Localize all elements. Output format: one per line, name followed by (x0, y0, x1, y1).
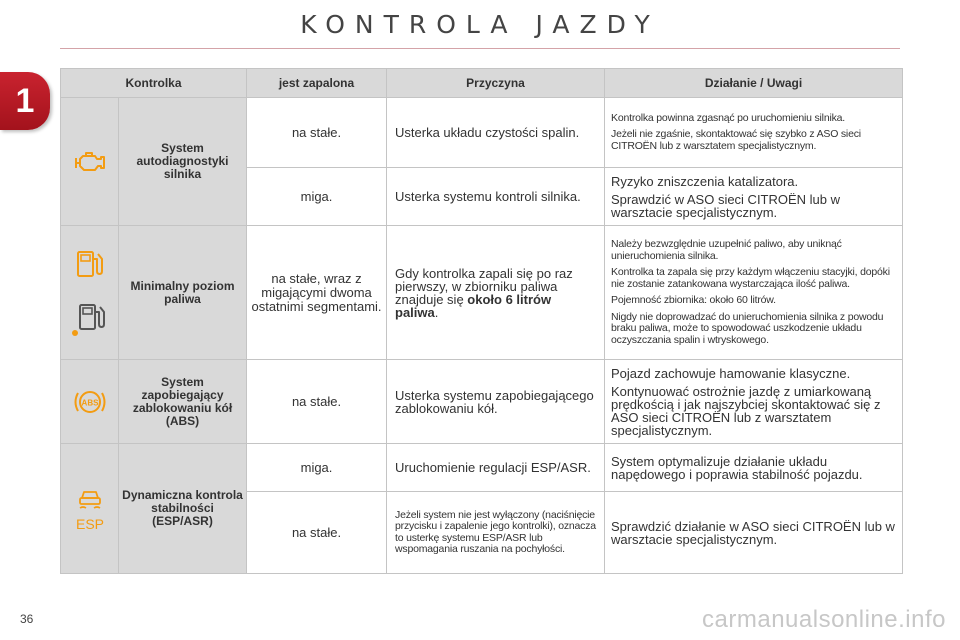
esp-state-1: miga. (247, 444, 387, 492)
table-header-row (61, 69, 903, 98)
esp-icon-cell (61, 444, 119, 574)
table-row (61, 360, 903, 444)
header-state: jest zapalona (247, 69, 387, 98)
page-title: KONTROLA JAZDY (300, 10, 660, 39)
esp-icon-label: ESP (75, 515, 104, 532)
fuel-cause (387, 226, 605, 360)
engine-action-2 (605, 168, 903, 226)
title-divider (60, 48, 900, 49)
engine-state-2: miga. (247, 168, 387, 226)
fuel-cause-text: Gdy kontrolka zapali się po raz pierwszy, w zbiorniku paliwa znajduje się (395, 265, 573, 307)
engine-icon-cell (61, 98, 119, 226)
abs-cause: Usterka systemu zapobiegającego zablokowaniu kół. (387, 360, 605, 444)
table-row (61, 444, 903, 492)
abs-icon-cell (61, 360, 119, 444)
page-number: 36 (20, 612, 34, 626)
esp-action-1: System optymalizuje działanie układu napędowego i poprawia stabilność pojazdu. (605, 444, 903, 492)
engine-state-1: na stałe. (247, 98, 387, 168)
header-cause: Przyczyna (387, 69, 605, 98)
fuel-pump-icon (73, 247, 107, 281)
abs-name: System zapobiegający zablokowaniu kół (ABS) (119, 360, 247, 444)
engine-cause-2: Usterka systemu kontroli silnika. (387, 168, 605, 226)
engine-cause-1: Usterka układu czystości spalin. (387, 98, 605, 168)
header-kontrolka: Kontrolka (61, 69, 247, 98)
fuel-action-line: Kontrolka ta zapala się przy każdym włączeniu stacyjki, dopóki nie zostanie zatankowana wystarczająca ilość paliwa. (611, 266, 890, 290)
fuel-action (605, 226, 903, 360)
table-row (61, 98, 903, 168)
fuel-pump-icon (70, 301, 110, 339)
header-action: Działanie / Uwagi (605, 69, 903, 98)
esp-cause-1: Uruchomienie regulacji ESP/ASR. (387, 444, 605, 492)
abs-action (605, 360, 903, 444)
esp-name: Dynamiczna kontrola stabilności (ESP/ASR) (119, 444, 247, 574)
abs-action-line: Pojazd zachowuje hamowanie klasyczne. (611, 365, 851, 381)
abs-state: na stałe. (247, 360, 387, 444)
esp-icon (73, 485, 107, 533)
fuel-action-line: Należy bezwzględnie uzupełnić paliwo, aby uniknąć unieruchomienia silnika. (611, 238, 842, 262)
engine-name: System autodiagnostyki silnika (119, 98, 247, 226)
engine-action-1 (605, 98, 903, 168)
fuel-cause-bold: około 6 litrów paliwa (395, 291, 552, 320)
table-row (61, 226, 903, 360)
esp-action-2: Sprawdzić działanie w ASO sieci CITROËN lub w warsztacie specjalistycznym. (605, 492, 903, 574)
abs-icon-label: ABS (81, 398, 98, 407)
fuel-cause-suffix: . (434, 304, 439, 320)
esp-cause-2: Jeżeli system nie jest wyłączony (naciśnięcie przycisku i zapalenie jego kontrolki), oznacza to usterkę systemu ESP/ASR lub wspomagania ruszania na pochyłości. (387, 492, 605, 574)
fuel-action-line: Pojemność zbiornika: około 60 litrów. (611, 294, 776, 306)
engine-action-2-line: Ryzyko zniszczenia katalizatora. (611, 173, 799, 189)
fuel-icon-cell (61, 226, 119, 360)
esp-state-2: na stałe. (247, 492, 387, 574)
abs-action-line: Kontynuować ostrożnie jazdę z umiarkowaną prędkością i jak najszybciej skontaktować się z ASO sieci CITROËN lub z warsztatem specjalistycznym. (611, 383, 881, 438)
fuel-action-line: Nigdy nie doprowadzać do unieruchomienia silnika z powodu braku paliwa, może to spowodować uszkodzenie układu oczyszczania spalin i wtryskowego. (611, 310, 884, 346)
engine-check-icon (73, 150, 107, 174)
engine-action-1-line: Kontrolka powinna zgasnąć po uruchomieniu silnika. (611, 111, 845, 124)
fuel-name: Minimalny poziom paliwa (119, 226, 247, 360)
warning-lights-table (60, 68, 903, 574)
chapter-tab: 1 (0, 72, 50, 130)
engine-action-2-line: Sprawdzić w ASO sieci CITROËN lub w warsztacie specjalistycznym. (611, 191, 841, 220)
watermark: carmanualsonline.info (702, 606, 946, 633)
abs-icon (72, 387, 108, 417)
fuel-state: na stałe, wraz z migającymi dwoma ostatnimi segmentami. (247, 226, 387, 360)
engine-action-1-line: Jeżeli nie zgaśnie, skontaktować się szybko z ASO sieci CITROËN lub z warsztatem specjalistycznym. (611, 128, 861, 152)
